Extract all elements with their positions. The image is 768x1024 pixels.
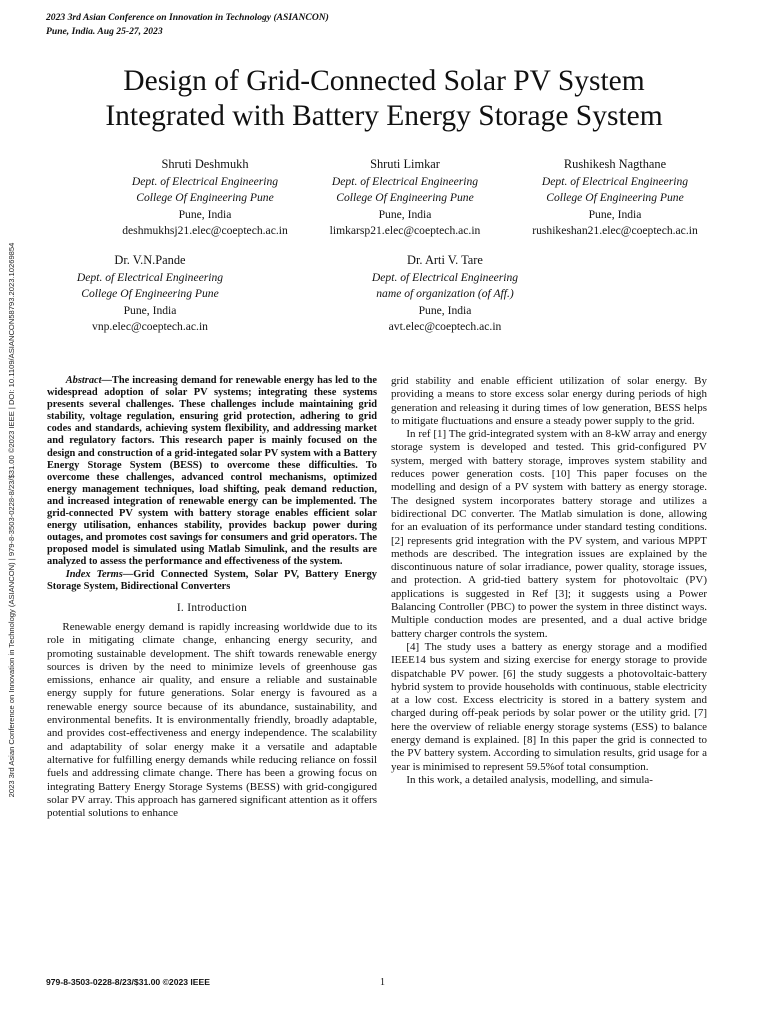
author-org: name of organization (of Aff.) [376,287,514,301]
section-heading-introduction: I. Introduction [176,601,248,614]
index-terms [47,569,377,593]
author-dept: Dept. of Electrical Engineering [331,175,479,189]
author-block-4 [40,252,260,335]
author-dept: Dept. of Electrical Engineering [76,271,224,285]
author-email: avt.elec@coeptech.ac.in [388,319,502,333]
author-email: limkarsp21.elec@coeptech.ac.in [329,223,481,237]
conference-header [46,11,329,39]
author-city: Pune, India [588,207,642,221]
abstract-text: —The increasing demand for renewable energy has led to the widespread adoption of solar PV systems; integrating these systems presents several challenges. These challenges include maintaining grid stability, voltage regulation, ensuring grid protection, adhering to grid codes and standards, achieving system flexibility, and addressing market and regulatory factors. This research paper is mainly focused on the design and construction of a grid-integated solar PV system with a Battery Energy Storage System (BESS) to overcome these difficulties. To overcome these challenges, advanced control mechanisms, optimized energy management techniques, load shifting, peak demand reduction, and increased integration of renewable energy can be implemented. The grid-connected PV system with battery storage enables efficient solar energy utilisation, enhances stability, provides backup power during outages, and promotes cost savings for consumers and grid operators. The proposed model is simulated using Matlab Simulink, and the results are analyzed to assess the performance and effectiveness of the system. [47,375,377,568]
author-name: Dr. Arti V. Tare [407,253,483,267]
author-dept: Dept. of Electrical Engineering [541,175,689,189]
index-terms-text: —Grid Connected System, Solar PV, Battery Energy Storage System, Bidirectional Converters [47,568,377,592]
author-org: College Of Engineering Pune [81,287,219,301]
author-name: Shruti Deshmukh [161,157,249,171]
author-name: Shruti Limkar [370,157,440,171]
title-line-2: Integrated with Battery Energy Storage System [105,100,663,132]
author-org: College Of Engineering Pune [546,191,684,205]
intro-paragraph-1: Renewable energy demand is rapidly increasing worldwide due to its role in mitigating climate change, enhancing energy security, and promoting sustainable development. The shift towards renewable energy sources is driven by the need to minimize levels of greenhouse gas emissions, enhance air quality, and ensure a reliable and sustainable energy supply for future generations. Solar energy is favoured as a renewable energy source because of its abundance, sustainability, and environmental benefits. It is environmentally friendly, broadly adaptable, and provides cost-effectiveness and energy independence. The scalability and adaptability of solar energy make it a versatile and adaptable alternative for fulfilling energy demands while reducing reliance on fossil fuels and addressing climate change. There has been a growing focus on integrating Battery Energy Storage Systems (BESS) with grid-congigured solar PV array. This approach has garnered significant attention as it offers potential solutions to enhance [47,620,377,820]
author-email: vnp.elec@coeptech.ac.in [92,319,208,333]
author-name: Dr. V.N.Pande [114,253,186,267]
author-name: Rushikesh Nagthane [563,157,667,171]
abstract [47,375,377,569]
author-org: College Of Engineering Pune [136,191,274,205]
page-number: 1 [380,977,385,988]
author-dept: Dept. of Electrical Engineering [371,271,519,285]
author-block-2 [300,156,510,239]
intro-paragraph-continued: grid stability and enable efficient utilization of solar energy. By providing a means to store excess solar energy during periods of high generation and releasing it during times of low generation, BESS helps to mitigate fluctuations and ensure a steady power supply to the grid. [391,375,707,427]
author-org: College Of Engineering Pune [336,191,474,205]
author-block-5 [335,252,555,335]
author-city: Pune, India [178,207,232,221]
right-column [391,375,707,787]
author-dept: Dept. of Electrical Engineering [131,175,279,189]
index-terms-label: Index Terms [65,568,123,580]
left-column [47,375,377,820]
author-city: Pune, India [378,207,432,221]
intro-paragraph-2: In ref [1] The grid-integrated system with an 8-kW array and energy storage system is developed and tested. This grid-configured PV system, merged with battery storage, improves system stability and reduces power generation costs. [10] This paper focuses on the modelling and design of a PV system with battery as energy storage. The designed system incorporates battery storage and utilizes a bidirectional DC converter. The Matlab simulation is done, allowing for an evaluation of its performance under standard testing conditions.[2] represents grid integration with the PV system, and various MPPT methods are described. The integration issues are explained by the discontinuous nature of solar irradiance, power quality, storage issues, and protection. A grid-tied battery system for photovoltaic (PV) applications is suggested in Ref [3]; it suggests using a Power Balancing Controller (PBC) to power the system in three distinct ways. Multiple conduction modes are presented, and a dual active bridge battery charger controls the system. [391,428,707,640]
author-city: Pune, India [123,303,177,317]
author-block-3 [500,156,730,239]
title-line-1: Design of Grid-Connected Solar PV System [123,65,645,97]
footer-copyright: 979-8-3503-0228-8/23/$31.00 ©2023 IEEE [46,977,211,987]
author-city: Pune, India [418,303,472,317]
author-email: deshmukhsj21.elec@coeptech.ac.in [122,223,288,237]
conference-name: 2023 3rd Asian Conference on Innovation in Technology (ASIANCON) [46,12,329,23]
intro-paragraph-3: [4] The study uses a battery as energy storage and a modified IEEE14 bus system and sizing exercise for energy storage to provide dispatchable PV power. [6] the study suggests a photovoltaic-battery hybrid system to provide households with continuous, stable electricity at a low cost. Excess electricity is stored in a battery system and charged during off-peak periods by solar power or the utility grid. [7] here the overview of reliable energy storage systems (ESS) to balance energy demand is explained. [8] In this paper the grid is connected to the PV battery system. According to simulation results, grid usage for a year is minimised to represent 59.5%of total consumption. [391,640,707,773]
author-email: rushikeshan21.elec@coeptech.ac.in [532,223,698,237]
author-block-1 [100,156,310,239]
conference-location: Pune, India. Aug 25-27, 2023 [46,26,163,37]
abstract-label: Abstract [65,375,102,386]
paper-title [40,64,728,134]
doi-sidebar: 2023 3rd Asian Conference on Innovation in Technology (ASIANCON) | 979-8-3503-0228-8/23/$31.00 ©2023 IEEE | DOI: 10.1109/ASIANCON58793.2023.10269854 [7,242,16,798]
intro-paragraph-4: In this work, a detailed analysis, modelling, and simula- [406,773,653,786]
